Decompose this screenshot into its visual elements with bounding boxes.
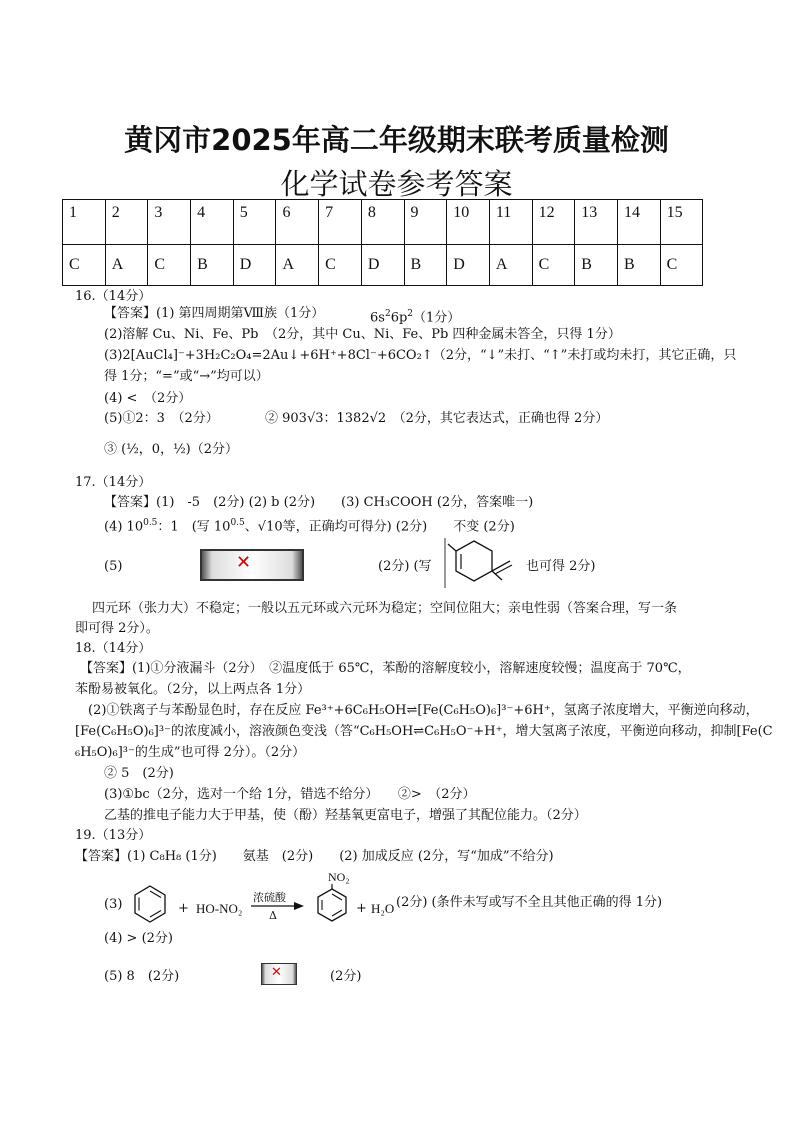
question-number: 12 bbox=[532, 200, 575, 245]
q19-line-3: (4) > (2分) bbox=[104, 931, 173, 946]
q16-line-4: 得 1分；“=”或“→”均可以） bbox=[104, 369, 269, 384]
answer-table-number-row bbox=[63, 200, 703, 245]
question-number: 10 bbox=[447, 200, 490, 245]
nitro-group-label: NO₂ bbox=[328, 870, 350, 884]
answer-cell: C bbox=[148, 245, 191, 286]
question-number: 11 bbox=[489, 200, 532, 245]
q17-line-4: 四元环（张力大）不稳定；一般以五元环或六元环为稳定；空间位阻大；亲电性弱（答案合理，写一条 bbox=[92, 601, 678, 616]
answer-cell: C bbox=[63, 245, 106, 286]
q16-line-5: (4) < （2分） bbox=[104, 391, 192, 406]
question-number: 2 bbox=[105, 200, 148, 245]
question-number: 8 bbox=[361, 200, 404, 245]
q19-line-2a: (3) bbox=[104, 897, 123, 912]
q17-line-3b: (2分) (写 bbox=[378, 559, 432, 574]
answer-table bbox=[62, 199, 703, 286]
question-number: 1 bbox=[63, 200, 106, 245]
q18-line-1: 【答案】(1)①分液漏斗（2分） ②温度低于 65℃，苯酚的溶解度较小，溶解速度较慢；温度高于 70℃， bbox=[80, 661, 691, 676]
reaction-arrow bbox=[250, 900, 305, 912]
q18-line-2: 苯酚易被氧化。（2分，以上两点各 1分） bbox=[75, 682, 311, 697]
q17-line-1: 【答案】(1) -5 (2分) (2) b (2分) (3) CH₃COOH (2分，答案唯一) bbox=[104, 495, 534, 510]
q16-line-6a: (5)①2：3 （2分） bbox=[104, 411, 219, 426]
broken-image-icon: ✕ bbox=[236, 552, 252, 573]
answer-cell: D bbox=[447, 245, 490, 286]
q18-heading: 18.（14分） bbox=[75, 641, 152, 656]
q19-heading: 19.（13分） bbox=[75, 828, 152, 843]
answer-table-answer-row bbox=[63, 245, 703, 286]
q16-line-1: 【答案】(1) 第四周期第Ⅷ族（1分） bbox=[104, 306, 325, 321]
q18-line-7: (3)①bc（2分，选对一个给 1分，错选不给分） ②> （2分） bbox=[104, 787, 476, 802]
question-number: 13 bbox=[575, 200, 618, 245]
plus-sign: + bbox=[178, 901, 189, 916]
question-number: 14 bbox=[617, 200, 660, 245]
reaction-condition-heat: Δ bbox=[269, 909, 277, 922]
q19-line-4b: (2分) bbox=[330, 969, 362, 984]
nitrobenzene-structure bbox=[314, 884, 350, 924]
q17-line-3c: 也可得 2分) bbox=[526, 559, 596, 574]
answer-cell: C bbox=[319, 245, 362, 286]
answer-cell: B bbox=[575, 245, 618, 286]
benzene-structure bbox=[132, 884, 168, 924]
q16-line-1-config: $6s^26p^2(1$分） bbox=[370, 309, 461, 326]
question-number: 3 bbox=[148, 200, 191, 245]
question-number: 15 bbox=[660, 200, 703, 245]
answer-cell: B bbox=[191, 245, 234, 286]
q17-line-3a: (5) bbox=[104, 559, 123, 574]
q18-line-4: [Fe(C₆H₅O)₆]³⁻的浓度减小，溶液颜色变浅（答“C₆H₅OH⇌C₆H₅O⁻+H⁺，增大氢离子浓度，平衡逆向移动，抑制[Fe(C bbox=[75, 724, 773, 739]
water-formula: H₂O bbox=[371, 901, 395, 916]
answer-cell: B bbox=[404, 245, 447, 286]
q17-line-5: 即可得 2分）。 bbox=[75, 621, 159, 636]
question-number: 9 bbox=[404, 200, 447, 245]
broken-image-icon: ✕ bbox=[271, 965, 282, 980]
plus-sign: + bbox=[356, 901, 367, 916]
answer-cell: A bbox=[276, 245, 319, 286]
nitric-acid-formula: HO-NO₂ bbox=[196, 901, 243, 916]
page-title: 黄冈市2025年高二年级期末联考质量检测 bbox=[124, 123, 669, 157]
q18-line-5: ₆H₅O)₆]³⁻的生成”也可得 2分）。（2分） bbox=[75, 745, 306, 760]
q18-line-6: ② 5 (2分) bbox=[104, 766, 174, 781]
answer-cell: B bbox=[617, 245, 660, 286]
answer-cell: A bbox=[489, 245, 532, 286]
q19-line-4a: (5) 8 (2分) bbox=[104, 969, 180, 984]
reaction-condition-catalyst: 浓硫酸 bbox=[253, 891, 286, 904]
answer-cell: C bbox=[660, 245, 703, 286]
q18-line-3: (2)①铁离子与苯酚显色时，存在反应 Fe³⁺+6C₆H₅OH⇌[Fe(C₆H₅O)₆]³⁻+6H⁺，氢离子浓度增大，平衡逆向移动， bbox=[88, 703, 759, 718]
q16-line-7: ③ (½，0，½)（2分） bbox=[104, 442, 239, 457]
question-number: 7 bbox=[319, 200, 362, 245]
q17-line-2: (4) $10^{0.5}$：1 (写 $10^{0.5}$、√10等，正确均可得分) (2分) 不变 (2分) bbox=[104, 518, 515, 535]
answer-cell: D bbox=[361, 245, 404, 286]
q19-line-2b: (2分) (条件未写或写不全且其他正确的得 1分) bbox=[396, 895, 663, 910]
answer-cell: C bbox=[532, 245, 575, 286]
missing-image-placeholder bbox=[261, 963, 297, 985]
q17-heading: 17.（14分） bbox=[75, 475, 152, 490]
question-number: 4 bbox=[191, 200, 234, 245]
cyclohexene-structure bbox=[444, 538, 528, 588]
answer-cell: D bbox=[233, 245, 276, 286]
q16-line-2: (2)溶解 Cu、Ni、Fe、Pb （2分，其中 Cu、Ni、Fe、Pb 四种金属未答全，只得 1分） bbox=[104, 327, 621, 342]
q16-heading: 16.（14分） bbox=[75, 289, 152, 304]
question-number: 5 bbox=[233, 200, 276, 245]
missing-image-placeholder bbox=[200, 549, 304, 581]
page-subtitle: 化学试卷参考答案 bbox=[280, 167, 513, 201]
question-number: 6 bbox=[276, 200, 319, 245]
q19-line-1: 【答案】(1) C₈H₈ (1分) 氨基 (2分) (2) 加成反应 (2分，写“加成”不给分) bbox=[75, 849, 554, 864]
q18-line-8: 乙基的推电子能力大于甲基，使（酚）羟基氧更富电子，增强了其配位能力。（2分） bbox=[104, 808, 587, 823]
q16-line-6b: ② 903√3：1382√2 （2分，其它表达式，正确也得 2分） bbox=[265, 411, 609, 426]
answer-cell: A bbox=[105, 245, 148, 286]
q16-line-3: (3)2[AuCl₄]⁻+3H₂C₂O₄=2Au↓+6H⁺+8Cl⁻+6CO₂↑（2分，“↓”未打、“↑”未打或均未打，其它正确，只 bbox=[104, 348, 737, 363]
